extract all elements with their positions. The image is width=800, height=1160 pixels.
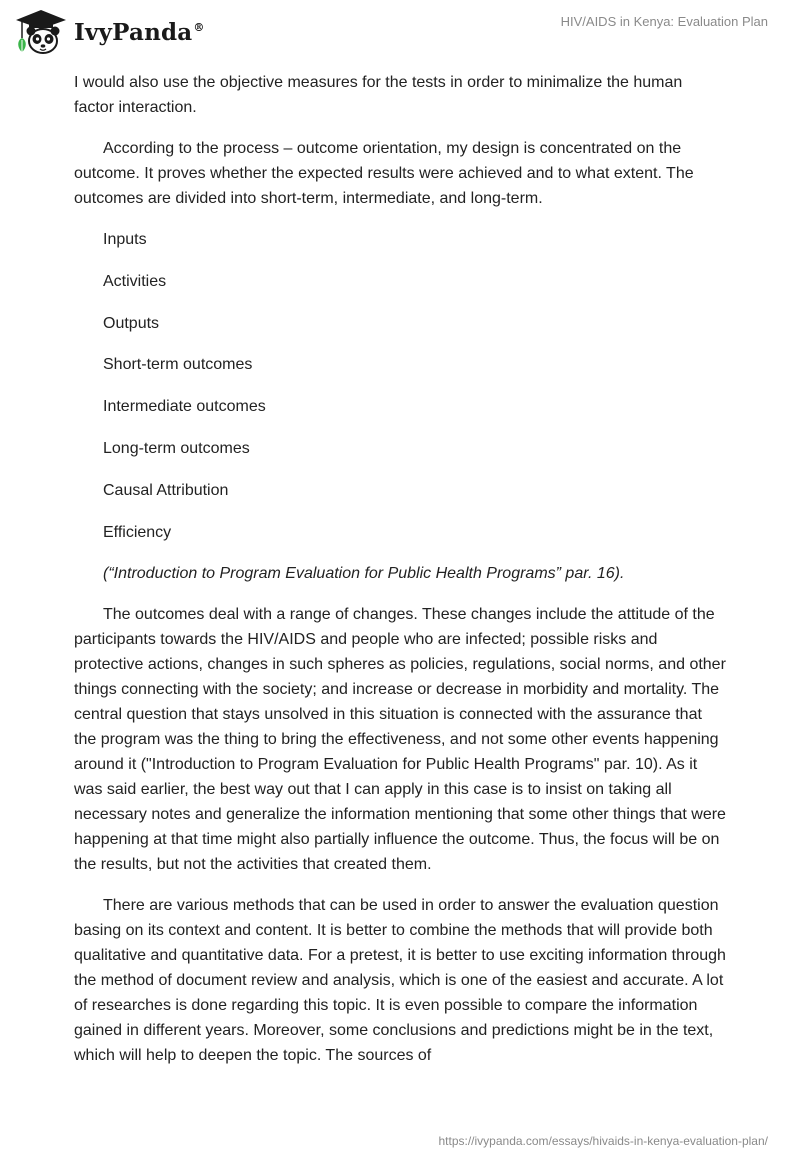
paragraph-intro: I would also use the objective measures for the tests in order to minimalize the human factor interaction. [74, 74, 683, 116]
footer-url[interactable]: https://ivypanda.com/essays/hivaids-in-kenya-evaluation-plan/ [438, 1134, 768, 1148]
list-item: Efficiency [103, 523, 172, 541]
list-item: Long-term outcomes [103, 439, 250, 457]
paragraph-outcomes: The outcomes deal with a range of changes. These changes include the attitude of the participants towards the HIV/AIDS and people who are infected; possible risks and protective actions, changes in such spheres as policies, regulations, social norms, and other things connecting with the society; and increase or decrease in morbidity and mortality. The central question that stays unsolved in this situation is connected with the assurance that the program was the thing to bring the effectiveness, and not some other events happening around it ("Introduction to Program Evaluation for Public Health Programs" par. 10). As it was said earlier, the best way out that I can apply in this case is to insist on taking all necessary notes and generalize the information mentioning that some other things that were happening at that time might also partially influence the outcome. Thus, the focus will be on the results, but not the activities that created them. [74, 606, 726, 874]
paragraph-methods: There are various methods that can be used in order to answer the evaluation question basing on its context and content. It is better to combine the methods that will provide both qualitative and quantitative data. For a pretest, it is better to use exciting information through the method of document review and analysis, which is one of the easiest and accurate. A lot of researches is done regarding this topic. It is even possible to compare the information gained in different years. Moreover, some conclusions and predictions might be in the text, which will help to deepen the topic. The sources of [74, 897, 726, 1065]
ivypanda-logo[interactable] [14, 8, 205, 56]
list-item: Causal Attribution [103, 481, 229, 499]
brand-name: IvyPanda® [74, 18, 205, 46]
paragraph-process: According to the process – outcome orientation, my design is concentrated on the outcome. It proves whether the expected results were achieved and to what extent. The outcomes are divided into short-term, intermediate, and long-term. [74, 140, 694, 207]
list-item: Short-term outcomes [103, 356, 253, 374]
citation: (“Introduction to Program Evaluation for Public Health Programs” par. 16). [103, 565, 625, 583]
running-title: HIV/AIDS in Kenya: Evaluation Plan [560, 14, 768, 29]
essay-body [74, 70, 726, 1084]
page-header [0, 0, 800, 64]
list-item: Activities [103, 272, 167, 290]
list-item: Inputs [103, 231, 147, 248]
list-item: Intermediate outcomes [103, 398, 266, 416]
panda-graduate-icon [14, 8, 68, 56]
list-item: Outputs [103, 314, 160, 332]
